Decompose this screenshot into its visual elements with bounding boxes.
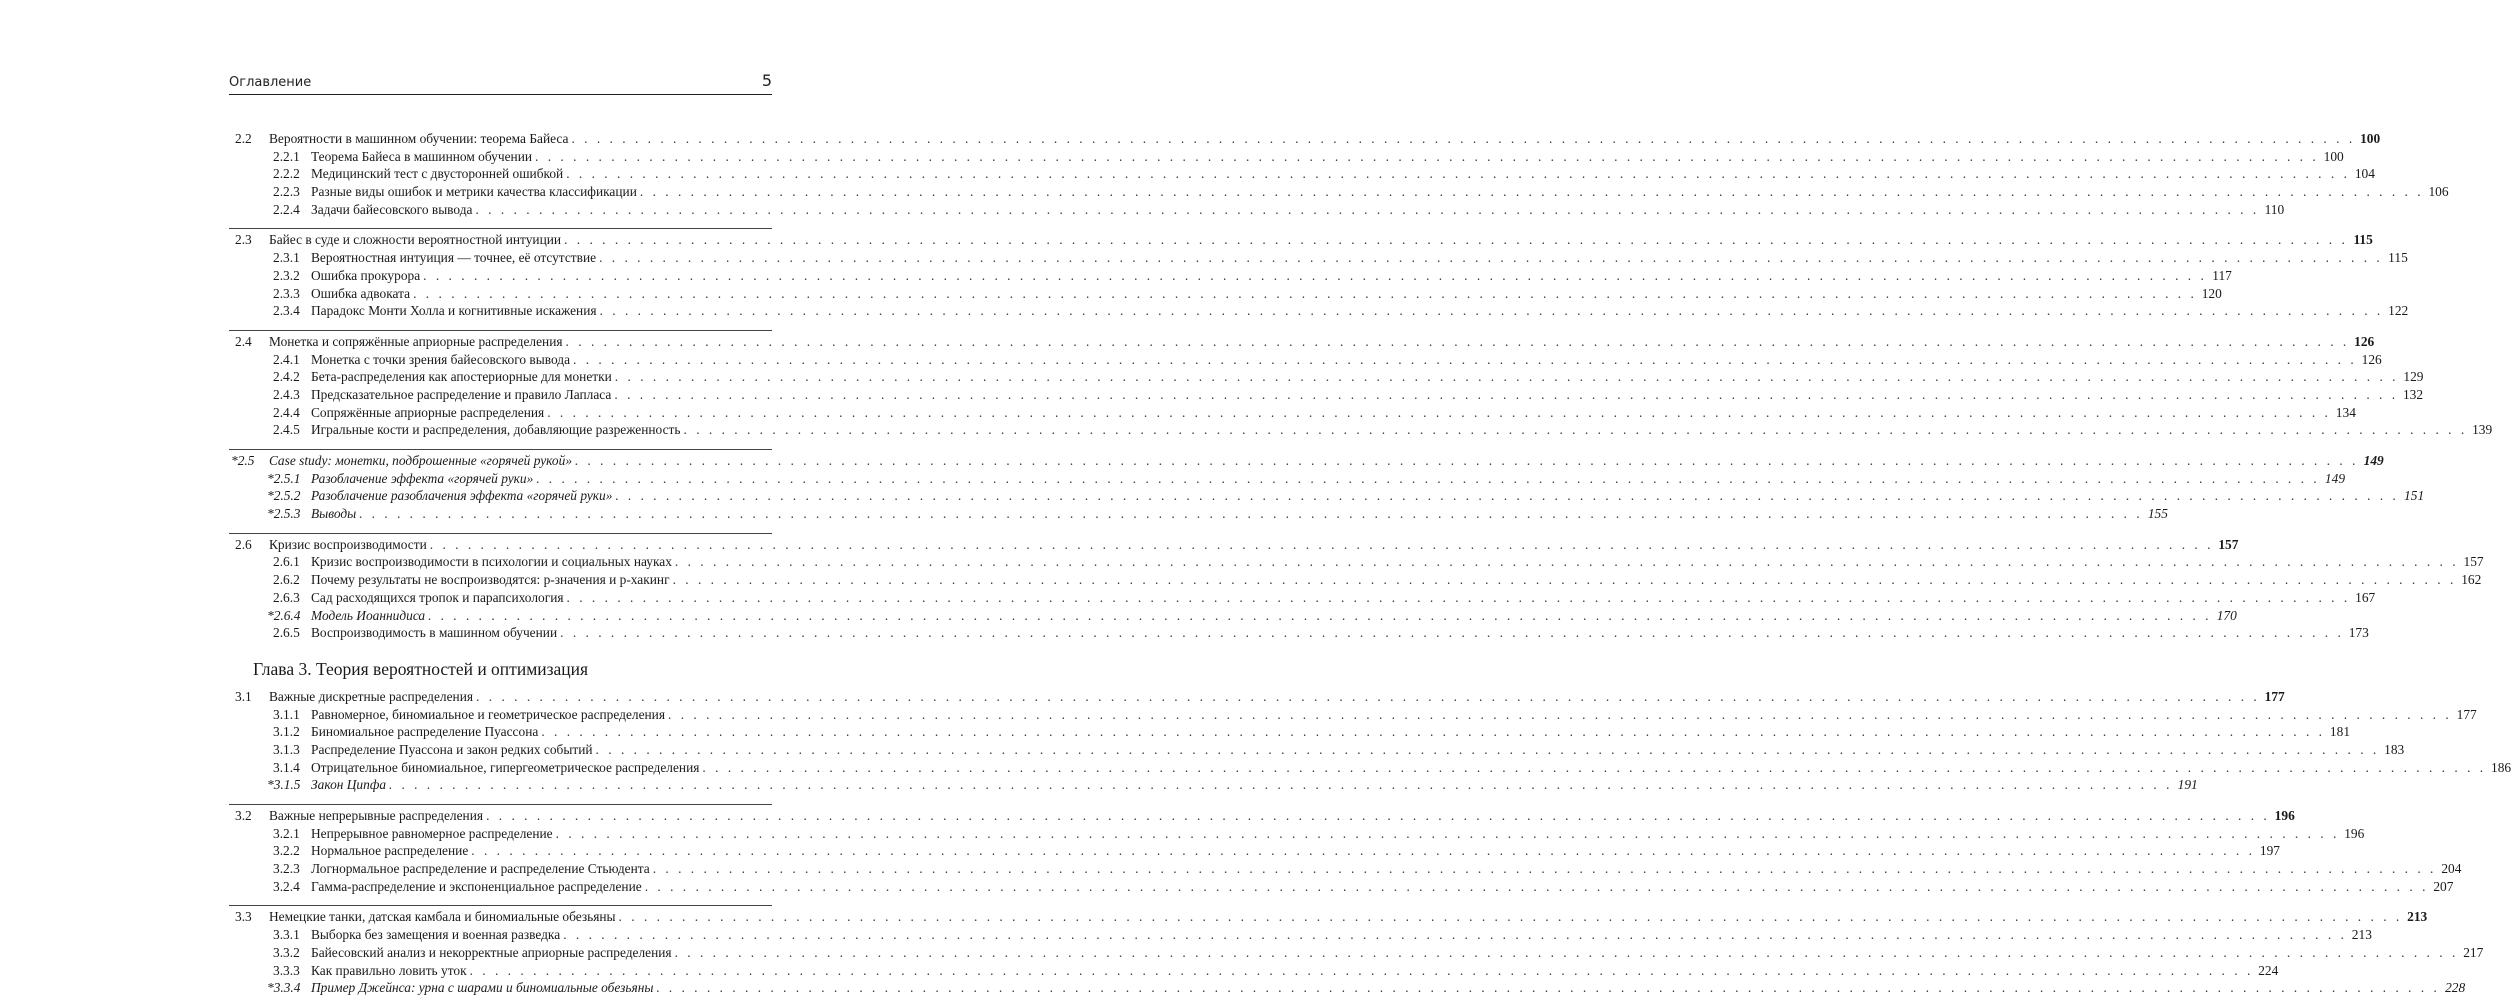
dot-leader [656,979,2440,997]
entry-title: Игральные кости и распределения, добавляющие разреженность [311,422,681,438]
entry-title: Нормальное распределение [311,843,469,859]
dot-leader [596,741,2380,759]
entry-title: Байесовский анализ и некорректные априорные распределения [311,944,672,960]
entry-title: Сад расходящихся тропок и парапсихология [311,589,564,605]
entry-page: 228 [2445,980,2466,996]
entry-title: Разные виды ошибок и метрики качества классификации [311,184,637,200]
toc-subsection-entry[interactable] [229,404,2356,422]
entry-number: 2.4.4 [273,404,300,420]
entry-page: 100 [2323,148,2344,164]
toc-subsection-entry[interactable] [229,165,2375,183]
entry-number: 3.1.3 [273,741,300,757]
toc-subsection-entry[interactable] [229,926,2372,944]
entry-number: *2.5.1 [267,470,301,486]
dot-leader [547,404,2331,422]
dot-leader [615,368,2399,386]
dot-leader [564,231,2348,249]
dot-leader [684,421,2468,439]
toc-section-entry[interactable] [229,452,2384,470]
dot-leader [567,589,2351,607]
dot-leader [541,723,2325,741]
entry-page: 196 [2274,808,2295,823]
entry-number: *2.5 [231,453,255,468]
entry-title: Сопряжённые априорные распределения [311,404,545,420]
entry-title: Монетка с точки зрения байесовского вывода [311,351,571,367]
entry-page: 173 [2348,625,2369,641]
dot-leader [614,386,2398,404]
toc-subsection-entry[interactable] [229,183,2449,201]
toc-section-entry[interactable] [229,688,2285,706]
entry-title: Воспроизводимость в машинном обучении [311,625,558,641]
dot-leader [486,807,2270,825]
entry-number: 2.6.5 [273,625,300,641]
toc-subsection-entry[interactable] [229,267,2232,285]
entry-title: Вероятности в машинном обучении: теорема Байеса [269,131,569,146]
toc-subsection-entry[interactable] [229,589,2376,607]
toc-subsection-entry[interactable] [229,776,2198,794]
dot-leader [645,878,2429,896]
entry-number: 3.3.1 [273,927,300,943]
dot-leader [475,201,2259,219]
toc-subsection-entry[interactable] [229,741,2405,759]
entry-title: Монетка и сопряжённые априорные распределения [269,333,563,349]
entry-title: Равномерное, биномиальное и геометрическое распределения [311,706,666,722]
entry-title: Модель Иоаннидиса [311,607,426,623]
toc-subsection-entry[interactable] [229,351,2382,369]
entry-title: Медицинский тест с двусторонней ошибкой [311,166,564,182]
toc-section-block [229,130,2449,218]
entry-page: 115 [2353,232,2373,248]
entry-title: Предсказательное распределение и правило Лапласа [311,386,612,402]
entry-title: Кризис воспроизводимости [269,536,427,552]
entry-number: 2.2.3 [273,184,300,200]
dot-leader [413,285,2197,303]
toc-section-block [229,533,2484,642]
entry-title: Закон Ципфа [311,777,387,793]
entry-number: 2.4.1 [273,351,300,367]
entry-page: 104 [2354,166,2375,182]
entry-title: Разоблачение разоблачения эффекта «горячей руки» [311,488,613,504]
table-of-contents [229,130,2511,1007]
dot-leader [535,148,2319,166]
toc-subsection-entry[interactable] [229,470,2346,488]
toc-subsection-entry[interactable] [229,505,2168,523]
dot-leader [428,607,2212,625]
toc-subsection-entry[interactable] [229,962,2279,980]
dot-leader [599,249,2383,267]
entry-page: 224 [2258,962,2279,978]
dot-leader [556,825,2340,843]
running-title: Оглавление [229,75,312,90]
entry-number: *3.1.5 [267,777,301,793]
entry-number: *2.5.2 [267,488,301,504]
entry-number: 2.6.1 [273,554,300,570]
entry-title: Case study: монетки, подброшенные «горячей рукой» [269,453,573,468]
toc-section-block [229,905,2484,996]
entry-title: Бета-распределения как апостериорные для монетки [311,369,612,385]
toc-subsection-entry[interactable] [229,878,2454,896]
entry-number: 3.3.3 [273,962,300,978]
entry-page: 213 [2407,909,2428,925]
entry-number: 3.2.1 [273,825,300,841]
entry-page: 149 [2363,453,2384,468]
dot-leader [536,470,2320,488]
toc-subsection-entry[interactable] [229,421,2493,439]
toc-subsection-entry[interactable] [229,285,2222,303]
entry-title: Логнормальное распределение и распределение Стьюдента [311,861,650,877]
toc-subsection-entry[interactable] [229,723,2351,741]
page-number: 5 [761,71,772,90]
toc-section-entry[interactable] [229,333,2375,351]
toc-subsection-entry[interactable] [229,148,2344,166]
entry-page: 213 [2351,927,2372,943]
entry-title: Важные дискретные распределения [269,688,474,704]
entry-title: Выводы [311,506,357,522]
entry-number: 2.4.5 [273,422,300,438]
entry-page: 149 [2324,470,2346,486]
entry-number: 2.3 [235,232,252,248]
entry-title: Важные непрерывные распределения [269,808,484,823]
toc-section-block [229,330,2493,439]
entry-title: Пример Джейнса: урна с шарами и биномиальные обезьяны [311,980,654,996]
toc-subsection-entry[interactable] [229,624,2369,642]
toc-section-entry[interactable] [229,130,2381,148]
entry-number: 2.6.3 [273,589,300,605]
toc-section-entry[interactable] [229,908,2428,926]
dot-leader [571,130,2355,148]
entry-title: Ошибка адвоката [311,285,411,301]
toc-subsection-entry[interactable] [229,487,2425,505]
entry-title: Вероятностная интуиция — точнее, её отсутствие [311,250,597,266]
dot-leader [560,624,2344,642]
entry-page: 117 [2212,267,2232,283]
dot-leader [675,944,2459,962]
toc-subsection-entry[interactable] [229,368,2424,386]
entry-page: 162 [2461,572,2482,588]
entry-number: 2.4 [235,333,252,349]
entry-page: 157 [2218,536,2239,552]
dot-leader [600,302,2384,320]
entry-page: 132 [2402,386,2424,402]
entry-page: 120 [2201,285,2222,301]
entry-title: Разоблачение эффекта «горячей руки» [311,470,534,486]
entry-number: 2.2.2 [273,166,300,182]
toc-chapter-3-sections [229,688,2511,997]
entry-page: 177 [2264,688,2285,704]
entry-page: 115 [2388,250,2408,266]
toc-subsection-entry[interactable] [229,944,2484,962]
dot-leader [476,688,2260,706]
entry-number: 3.2.4 [273,878,300,894]
toc-subsection-entry[interactable] [229,759,2511,777]
entry-page: 183 [2384,741,2405,757]
entry-page: 207 [2433,878,2454,894]
toc-subsection-entry[interactable] [229,201,2285,219]
entry-page: 139 [2472,422,2493,438]
entry-page: 177 [2456,706,2477,722]
entry-page: 106 [2428,184,2449,200]
toc-subsection-entry[interactable] [229,860,2462,878]
entry-page: 196 [2344,825,2365,841]
toc-section-block [229,228,2409,319]
entry-title: Кризис воспроизводимости в психологии и социальных науках [311,554,672,570]
toc-section-entry[interactable] [229,231,2373,249]
chapter-heading: Глава 3. Теория вероятностей и оптимизация [253,658,589,679]
entry-number: 2.4.2 [273,369,300,385]
entry-page: 122 [2388,303,2409,319]
toc-subsection-entry[interactable] [229,842,2280,860]
entry-page: 134 [2335,404,2356,420]
dot-leader [573,351,2357,369]
toc-subsection-entry[interactable] [229,979,2466,997]
entry-number: 3.2 [235,808,252,823]
entry-number: 3.1.2 [273,724,300,740]
entry-title: Гамма-распределение и экспоненциальное распределение [311,878,642,894]
entry-page: 197 [2259,843,2280,859]
toc-chapter-2-sections [229,130,2493,642]
toc-subsection-entry[interactable] [229,607,2237,625]
toc-subsection-entry[interactable] [229,571,2482,589]
entry-number: 2.3.1 [273,250,300,266]
toc-subsection-entry[interactable] [229,249,2408,267]
entry-title: Задачи байесовского вывода [311,201,473,217]
entry-title: Ошибка прокурора [311,267,421,283]
entry-number: 2.2.4 [273,201,300,217]
dot-leader [619,908,2403,926]
dot-leader [653,860,2437,878]
toc-section-block [229,688,2511,794]
toc-subsection-entry[interactable] [229,386,2424,404]
entry-title: Выборка без замещения и военная разведка [311,927,561,943]
dot-leader [702,759,2486,777]
entry-page: 100 [2360,131,2381,146]
dot-leader [430,536,2214,554]
toc-section-entry[interactable] [229,536,2239,554]
entry-number: 3.1 [235,688,252,704]
dot-leader [668,706,2452,724]
entry-title: Почему результаты не воспроизводятся: p-значения и p-хакинг [311,572,670,588]
entry-number: 3.2.2 [273,843,300,859]
dot-leader [675,553,2459,571]
entry-page: 157 [2463,554,2484,570]
entry-number: 3.3.2 [273,944,300,960]
dot-leader [359,505,2143,523]
entry-number: 2.2.1 [273,148,300,164]
entry-page: 181 [2329,724,2351,740]
entry-number: 2.4.3 [273,386,300,402]
toc-section-block [229,449,2425,523]
entry-number: 2.6 [235,536,252,552]
entry-page: 191 [2177,777,2198,793]
entry-page: 217 [2463,944,2484,960]
entry-page: 129 [2403,369,2424,385]
running-header [229,70,772,95]
toc-subsection-entry[interactable] [229,825,2365,843]
dot-leader [470,962,2254,980]
entry-number: 2.3.3 [273,285,300,301]
entry-number: *3.3.4 [267,980,301,996]
entry-title: Отрицательное биномиальное, гипергеометрическое распределения [311,759,700,775]
entry-page: 151 [2404,488,2425,504]
entry-title: Распределение Пуассона и закон редких событий [311,741,593,757]
dot-leader [640,183,2424,201]
entry-page: 186 [2491,759,2511,775]
entry-number: 3.1.1 [273,706,300,722]
dot-leader [423,267,2207,285]
entry-number: 2.2 [235,131,252,146]
entry-title: Немецкие танки, датская камбала и биномиальные обезьяны [269,909,616,925]
entry-page: 204 [2441,861,2462,877]
dot-leader [389,776,2173,794]
entry-title: Непрерывное равномерное распределение [311,825,553,841]
entry-page: 110 [2264,201,2285,217]
entry-title: Как правильно ловить уток [311,962,467,978]
entry-title: Байес в суде и сложности вероятностной интуиции [269,232,562,248]
entry-number: *2.5.3 [267,506,301,522]
dot-leader [575,452,2359,470]
entry-number: 3.1.4 [273,759,300,775]
entry-page: 126 [2354,333,2375,349]
entry-page: 167 [2355,589,2376,605]
entry-number: 2.3.2 [273,267,300,283]
entry-number: 3.2.3 [273,861,300,877]
toc-section-entry[interactable] [229,807,2295,825]
dot-leader [471,842,2255,860]
toc-section-block [229,804,2462,895]
dot-leader [566,333,2350,351]
entry-title: Парадокс Монти Холла и когнитивные искажения [311,303,597,319]
entry-title: Биномиальное распределение Пуассона [311,724,539,740]
toc-subsection-entry[interactable] [229,302,2409,320]
toc-subsection-entry[interactable] [229,553,2484,571]
entry-page: 170 [2216,607,2237,623]
entry-number: 2.3.4 [273,303,300,319]
entry-number: 3.3 [235,909,252,925]
toc-subsection-entry[interactable] [229,706,2477,724]
dot-leader [615,487,2399,505]
dot-leader [566,165,2350,183]
entry-number: 2.6.2 [273,572,300,588]
entry-page: 155 [2147,506,2168,522]
dot-leader [673,571,2457,589]
entry-page: 126 [2361,351,2382,367]
dot-leader [563,926,2347,944]
entry-title: Теорема Байеса в машинном обучении [311,148,533,164]
entry-number: *2.6.4 [267,607,301,623]
